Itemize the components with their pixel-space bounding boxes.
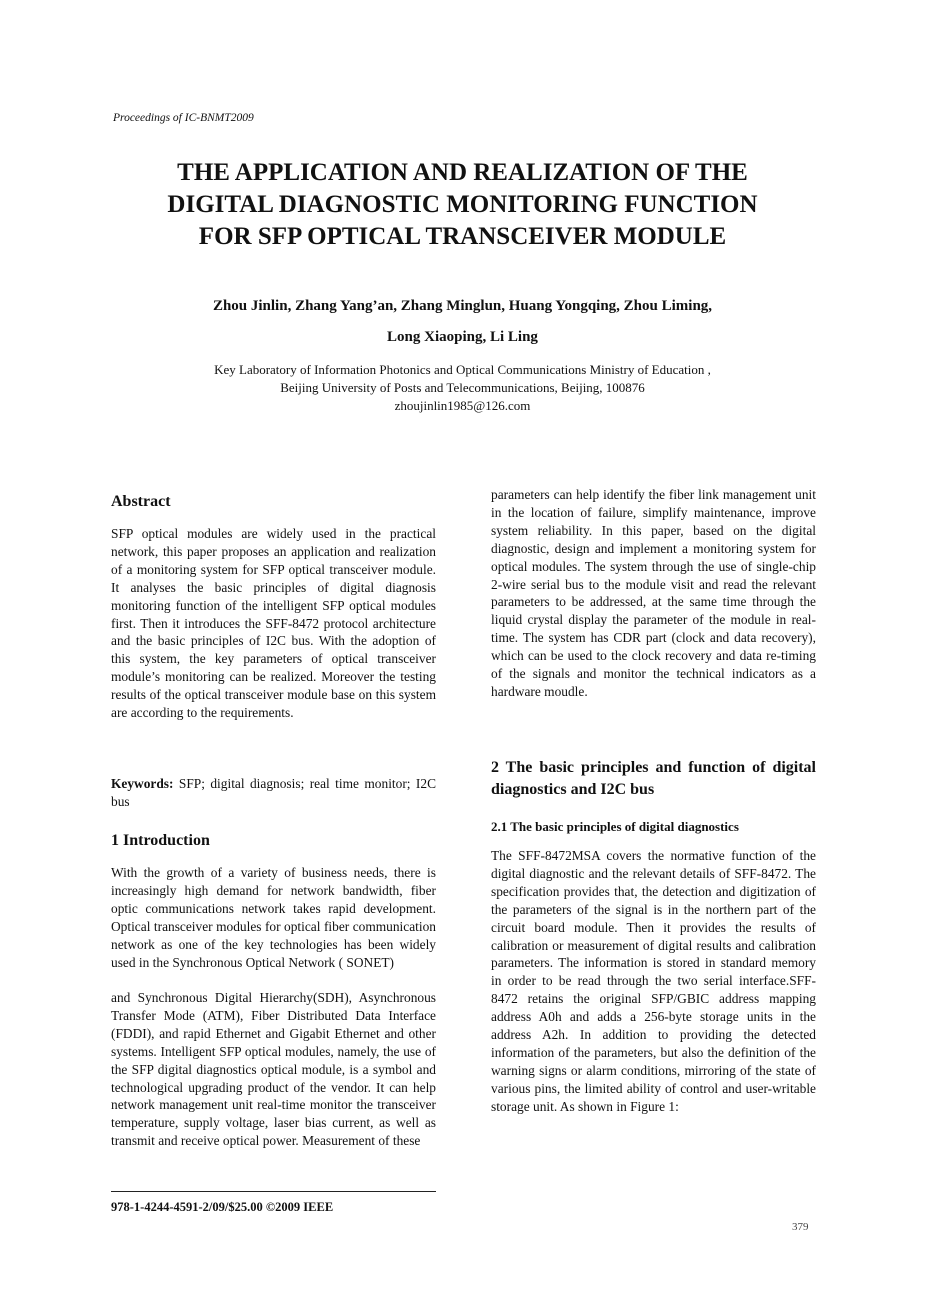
affiliation — [60, 361, 865, 415]
section-2-heading: 2 The basic principles and function of digital diagnostics and I2C bus — [491, 759, 816, 798]
title-line-3: FOR SFP OPTICAL TRANSCEIVER MODULE — [198, 223, 727, 250]
introduction-continued: parameters can help identify the fiber link management unit in the location of failure, simplify maintenance, improve system reliability. In this paper, based on the digital diagnostic, design and implement a monitoring system for optical modules. The system through the use of single-chip 2-wire serial bus to the module visit and read the relevant parameters to be addressed, at the same time through the liquid crystal display the parameter of the module in real-time. The system has CDR part (clock and data recovery), which can be used to the clock recovery and data re-timing of the signals and monitor the technical indicators as a hardware moudle. — [491, 487, 816, 699]
copyright-notice: 978-1-4244-4591-2/09/$25.00 ©2009 IEEE — [111, 1200, 334, 1214]
introduction-heading: 1 Introduction — [111, 832, 210, 849]
affiliation-line-1: Key Laboratory of Information Photonics and Optical Communications Ministry of Education , — [214, 362, 711, 377]
paper-title — [60, 157, 865, 253]
affiliation-line-2: Beijing University of Posts and Telecommunications, Beijing, 100876 — [280, 380, 645, 395]
footnote-rule — [111, 1191, 436, 1192]
keywords-label: Keywords: — [111, 776, 174, 791]
abstract-text: SFP optical modules are widely used in the practical network, this paper proposes an application and realization of a monitoring system for SFP optical transceiver module. It analyses the basic principles of digital diagnosis monitoring function of the intelligent SFP optical modules first. Then it introduces the SFF-8472 protocol architecture and the basic principles of I2C bus. With the adoption of this system, the key parameters of optical transceiver module’s monitoring can be realized. Moreover the testing results of the optical transceiver module base on this system are according to the requirements. — [111, 526, 436, 721]
introduction-text-a: With the growth of a variety of business needs, there is increasingly high demand for network bandwidth, fiber optic communications network takes rapid development. Optical transceiver modules for optical fiber communication network as one of the key technologies has been widely used in the Synchronous Optical Network ( SONET) — [111, 865, 436, 970]
title-line-1: THE APPLICATION AND REALIZATION OF THE — [177, 159, 748, 186]
author-email: zhoujinlin1985@126.com — [394, 398, 531, 413]
title-line-2: DIGITAL DIAGNOSTIC MONITORING FUNCTION — [167, 191, 758, 218]
keywords — [111, 775, 436, 811]
author-list — [60, 291, 865, 353]
section-2-1-heading: 2.1 The basic principles of digital diagnostics — [491, 819, 739, 834]
authors-line-2: Long Xiaoping, Li Ling — [387, 329, 538, 345]
page-number: 379 — [792, 1221, 809, 1233]
keywords-text: SFP; digital diagnosis; real time monitor; I2C bus — [111, 776, 436, 809]
abstract-heading: Abstract — [111, 493, 171, 510]
introduction-text-b: and Synchronous Digital Hierarchy(SDH), Asynchronous Transfer Mode (ATM), Fiber Distributed Data Interface (FDDI), and rapid Ethernet and Gigabit Ethernet and other systems. Intelligent SFP optical modules, namely, the use of the SFP digital diagnostics optical module, is a symbol and technological upgrading product of the vendor. It can help network management unit real-time monitor the transceiver temperature, supply voltage, laser bias current, as well as transmit and receive optical power. Measurement of these — [111, 990, 436, 1149]
authors-line-1: Zhou Jinlin, Zhang Yang’an, Zhang Minglun, Huang Yongqing, Zhou Liming, — [212, 298, 713, 314]
section-2-1-text: The SFF-8472MSA covers the normative function of the digital diagnostic and the relevant details of SFF-8472. The specification provides that, the detection and digitization of the parameters of the signal is in the northern part of the circuit board module. Then it provides the results of calibration or measurement of digital results and calibration parameters. The information is stored in standard memory in order to be read through the two serial interface.SFF-8472 retains the original SFP/GBIC address mapping address A0h and adds a 256-byte storage units in the address A2h. In addition to providing the detected information of the parameters, but also the definition of the warning signs or alarm conditions, mirroring of the state of various pins, the limited ability of control and user-writable storage unit. As shown in Figure 1: — [491, 848, 816, 1114]
proceedings-header: Proceedings of IC-BNMT2009 — [113, 112, 254, 124]
